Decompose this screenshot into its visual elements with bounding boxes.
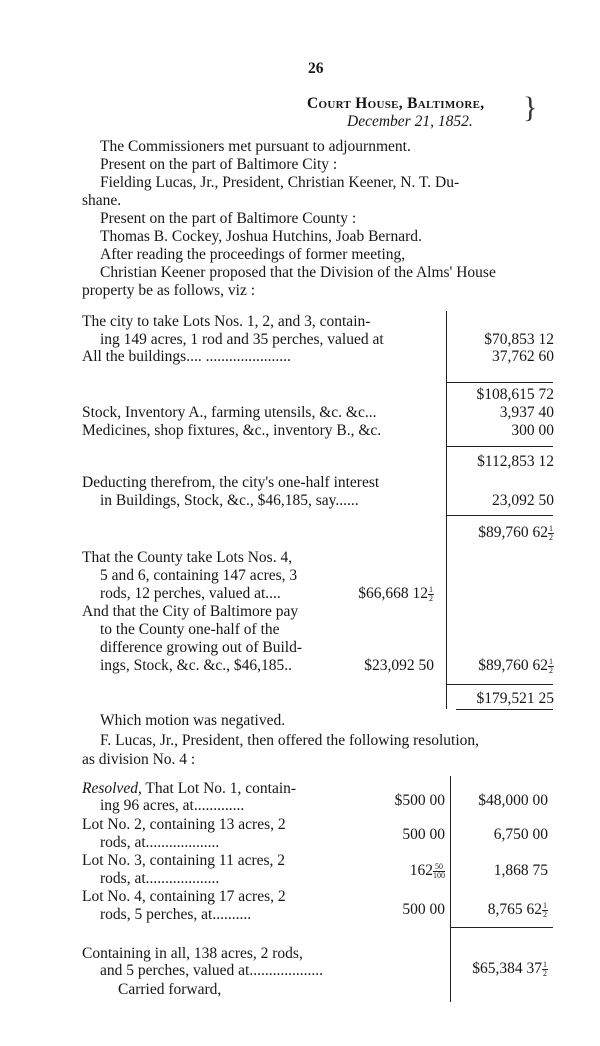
rule-above-sum bbox=[450, 927, 553, 928]
resolved-word: Resolved, bbox=[82, 780, 142, 797]
cents-denominator: 100 bbox=[433, 870, 445, 880]
t1-subtotal-3-amount: $89,760 62 bbox=[478, 524, 548, 541]
t1-county-value-amount: $66,668 12 bbox=[358, 585, 428, 602]
intro-line-8: Christian Keener proposed that the Division of the Alms' House bbox=[100, 264, 496, 281]
t2-lot1-line-1-text: That Lot No. 1, contain- bbox=[141, 780, 297, 797]
t2-lot1-rate: $500 00 bbox=[394, 792, 445, 809]
t1-lots-value: $70,853 12 bbox=[484, 331, 554, 348]
t2-lot4-value bbox=[440, 901, 548, 919]
half-fraction bbox=[548, 525, 554, 542]
half-numerator: 1 bbox=[543, 959, 547, 969]
t1-stock-value: 3,937 40 bbox=[499, 404, 554, 421]
t1-buildings-line: All the buildings.... ...................... bbox=[82, 348, 291, 365]
negated-line: Which motion was negatived. bbox=[100, 712, 286, 729]
t1-county-line-2: 5 and 6, containing 147 acres, 3 bbox=[100, 567, 298, 584]
rule-under-buildings bbox=[446, 382, 553, 383]
t2-sum-value-amount: $65,384 37 bbox=[472, 960, 542, 977]
half-numerator: 1 bbox=[543, 900, 547, 910]
t1-difference-value: $23,092 50 bbox=[364, 657, 434, 674]
t1-county-line-3: rods, 12 perches, valued at.... bbox=[100, 585, 281, 602]
page-number: 26 bbox=[308, 60, 324, 77]
t2-lot4-value-amount: 8,765 62 bbox=[487, 901, 542, 918]
t1-medicines-line: Medicines, shop fixtures, &c., inventory B., &c. bbox=[82, 422, 382, 439]
t2-lot1-value: $48,000 00 bbox=[478, 792, 548, 809]
t2-lot2-value: 6,750 00 bbox=[493, 826, 548, 843]
t1-county-line-5: to the County one-half of the bbox=[100, 621, 280, 638]
intro-line-4: shane. bbox=[82, 192, 122, 209]
carried-forward: Carried forward, bbox=[118, 981, 222, 998]
offer-line-1: F. Lucas, Jr., President, then offered the following resolution, bbox=[100, 732, 480, 749]
half-denominator: 2 bbox=[549, 532, 553, 542]
offer-line-2: as division No. 4 : bbox=[82, 751, 196, 768]
t1-subtotal-2: $112,853 12 bbox=[477, 453, 554, 470]
t1-deduct-value: 23,092 50 bbox=[492, 492, 554, 509]
half-numerator: 1 bbox=[549, 523, 553, 533]
intro-line-6: Thomas B. Cockey, Joshua Hutchins, Joab Bernard. bbox=[100, 228, 422, 245]
t2-lot2-line-1: Lot No. 2, containing 13 acres, 2 bbox=[82, 816, 286, 833]
intro-line-7: After reading the proceedings of former meeting, bbox=[100, 246, 406, 263]
intro-line-2: Present on the part of Baltimore City : bbox=[100, 156, 338, 173]
rule-under-deduction bbox=[446, 515, 553, 516]
t2-lot3-line-2: rods, at................... bbox=[100, 870, 220, 887]
t1-county-line-1: That the County take Lots Nos. 4, bbox=[82, 549, 293, 566]
half-denominator: 2 bbox=[543, 909, 547, 919]
half-fraction bbox=[548, 658, 554, 675]
t2-sum-line-2: and 5 perches, valued at................... bbox=[100, 962, 323, 979]
t2-lot2-rate: 500 00 bbox=[402, 826, 445, 843]
t1-deduct-line-1: Deducting therefrom, the city's one-half interest bbox=[82, 474, 380, 491]
intro-line-5: Present on the part of Baltimore County : bbox=[100, 210, 357, 227]
half-denominator: 2 bbox=[549, 665, 553, 675]
t2-lot3-value: 1,868 75 bbox=[493, 862, 548, 879]
t1-county-value bbox=[330, 585, 434, 603]
t2-lot4-rate: 500 00 bbox=[402, 901, 445, 918]
t1-medicines-value: 300 00 bbox=[511, 422, 554, 439]
t1-grand-total: $179,521 25 bbox=[476, 690, 554, 707]
t2-lot3-line-1: Lot No. 3, containing 11 acres, 2 bbox=[82, 852, 286, 869]
half-denominator: 2 bbox=[543, 968, 547, 978]
half-fraction bbox=[428, 586, 434, 603]
intro-line-1: The Commissioners met pursuant to adjournment. bbox=[100, 138, 411, 155]
t1-city-line-2: ing 149 acres, 1 rod and 35 perches, valued at bbox=[100, 331, 384, 348]
half-numerator: 1 bbox=[429, 584, 433, 594]
cents-numerator: 50 bbox=[435, 861, 443, 871]
rule-above-total bbox=[446, 684, 553, 685]
t1-subtotal-3 bbox=[440, 524, 554, 542]
half-numerator: 1 bbox=[549, 656, 553, 666]
header-date: December 21, 1852. bbox=[347, 113, 473, 130]
t2-sum-line-1: Containing in all, 138 acres, 2 rods, bbox=[82, 945, 303, 962]
t1-subtotal-1: $108,615 72 bbox=[476, 386, 554, 403]
table1-vertical-rule bbox=[446, 311, 447, 709]
t1-buildings-value: 37,762 60 bbox=[492, 348, 554, 365]
t1-deduct-line-2: in Buildings, Stock, &c., $46,185, say...... bbox=[100, 492, 359, 509]
rule-under-total bbox=[456, 709, 553, 710]
t2-lot3-rate bbox=[360, 862, 445, 880]
half-fraction bbox=[542, 961, 548, 978]
half-fraction bbox=[542, 902, 548, 919]
half-denominator: 2 bbox=[429, 593, 433, 603]
t1-county-line-7: ings, Stock, &c. &c., $46,185.. bbox=[100, 657, 293, 674]
t1-county-total bbox=[440, 657, 554, 675]
t2-lot1-line-1 bbox=[82, 780, 296, 797]
t1-county-total-amount: $89,760 62 bbox=[478, 657, 548, 674]
intro-line-3: Fielding Lucas, Jr., President, Christian Keener, N. T. Du- bbox=[100, 174, 460, 191]
t2-lot1-line-2: ing 96 acres, at............. bbox=[100, 797, 245, 814]
t1-city-line-1: The city to take Lots Nos. 1, 2, and 3, contain- bbox=[82, 313, 371, 330]
header-place: Court House, Baltimore, bbox=[307, 95, 485, 112]
t2-lot4-line-1: Lot No. 4, containing 17 acres, 2 bbox=[82, 888, 286, 905]
t2-lot3-rate-whole: 162 bbox=[409, 862, 433, 879]
intro-line-9: property be as follows, viz : bbox=[82, 282, 256, 299]
t1-county-line-4: And that the City of Baltimore pay bbox=[82, 603, 299, 620]
t2-lot4-line-2: rods, 5 perches, at.......... bbox=[100, 906, 252, 923]
t1-county-line-6: difference growing out of Build- bbox=[100, 639, 303, 656]
t2-lot2-line-2: rods, at................... bbox=[100, 834, 220, 851]
rule-under-medicines bbox=[446, 446, 553, 447]
brace-mark: } bbox=[523, 91, 538, 124]
t1-stock-line: Stock, Inventory A., farming utensils, &c. &c... bbox=[82, 404, 377, 421]
t2-sum-value bbox=[440, 960, 548, 978]
